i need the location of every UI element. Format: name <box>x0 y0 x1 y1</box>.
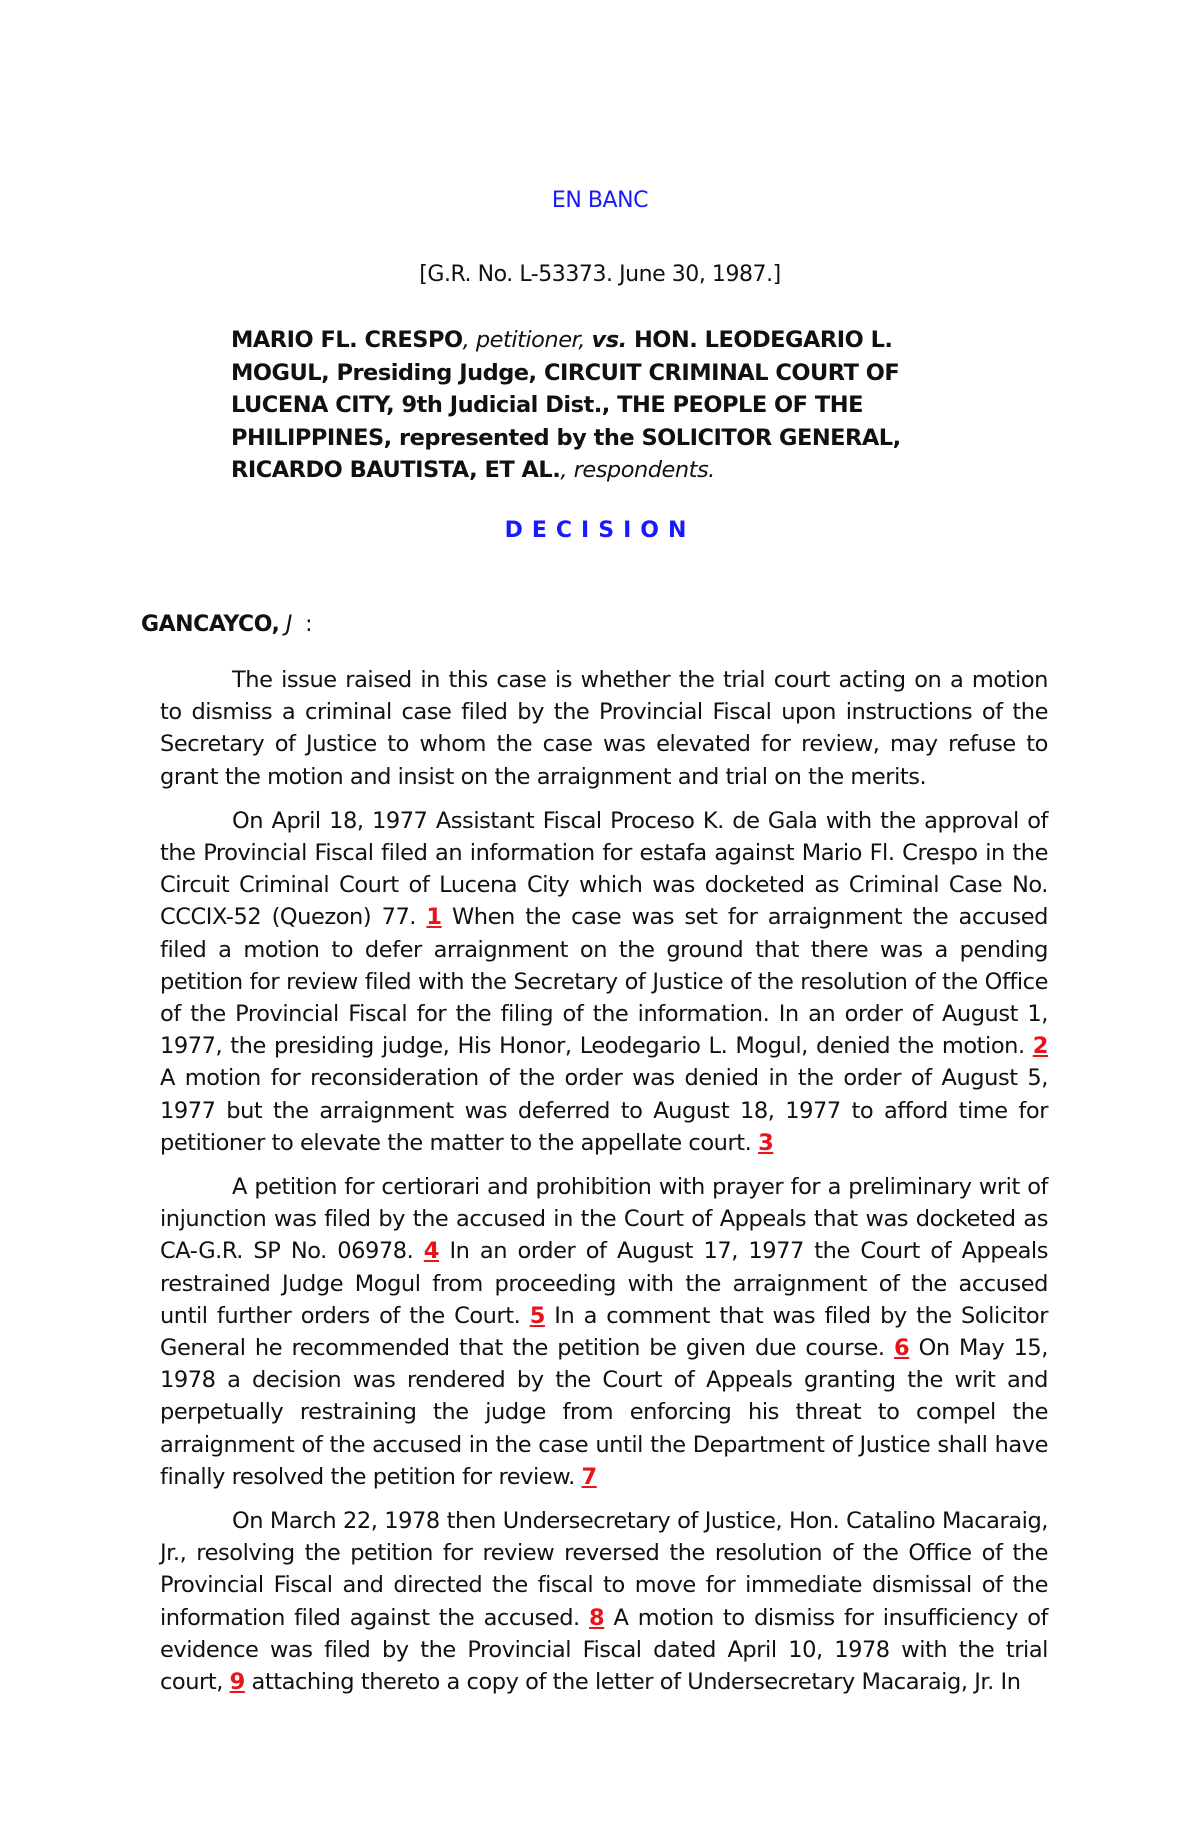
footnote-link-8[interactable]: 8 <box>589 1604 605 1631</box>
paragraph-text: A petition for certiorari and prohibition with prayer for a preliminary writ of injunction was filed by the accused in the Court of Appeals that was docketed as CA-G.R. SP No. 06978. <box>160 1174 1048 1265</box>
footnote-link-4[interactable]: 4 <box>423 1238 440 1265</box>
paragraph-text: On March 22, 1978 then Undersecretary of Justice, Hon. Catalino Macaraig, Jr., resolving the petition for review reversed the resolution of the Office of the Provincial Fiscal and directed the fiscal to move for immediate dismissal of the information filed against the accused. <box>160 1508 1048 1631</box>
paragraph-4 <box>160 1505 1048 1698</box>
paragraph-text: In a comment that was filed by the Solicitor General he recommended that the petition be given due course. <box>160 1302 1048 1362</box>
case-number: [G.R. No. L-53373. June 30, 1987.] <box>419 262 781 287</box>
versus-label: vs. <box>591 327 627 353</box>
paragraph-text: In an order of August 17, 1977 the Court of Appeals restrained Judge Mogul from proceeding with the arraignment of the accused until further orders of the Court. <box>160 1238 1048 1329</box>
paragraph-text: When the case was set for arraignment the accused filed a motion to defer arraignment on the ground that there was a pending petition for review filed with the Secretary of Justice of the resolution of the Office of the Provincial Fiscal for the filing of the information. In an order of August 1, 1977, the presiding judge, His Honor, Leodegario L. Mogul, denied the motion. <box>160 904 1048 1060</box>
footnote-link-9[interactable]: 9 <box>229 1669 245 1696</box>
footnote-link-7[interactable]: 7 <box>581 1463 597 1490</box>
paragraph-text: A motion for reconsideration of the order was denied in the order of August 5, 1977 but the arraignment was deferred to August 18, 1977 to afford time for petitioner to elevate the matter to the appellate court. <box>160 1065 1048 1156</box>
paragraph-text: On April 18, 1977 Assistant Fiscal Proceso K. de Gala with the approval of the Provincial Fiscal filed an information for estafa against Mario Fl. Crespo in the Circuit Criminal Court of Lucena City which was docketed as Criminal Case No. CCCIX-52 (Quezon) 77. <box>160 807 1048 931</box>
ponente-suffix: : <box>291 612 313 637</box>
footnote-link-1[interactable]: 1 <box>426 904 442 931</box>
decision-body <box>160 664 1048 1710</box>
paragraph-2 <box>160 805 1048 1159</box>
paragraph-text: The issue raised in this case is whether the trial court acting on a motion to dismiss a criminal case filed by the Provincial Fiscal upon instructions of the Secretary of Justice to whom the case was elevated for review, may refuse to grant the motion and insist on the arraignment and trial on the merits. <box>160 667 1048 790</box>
decision-title: DECISION <box>504 518 696 543</box>
case-caption <box>231 324 991 487</box>
footnote-link-2[interactable]: 2 <box>1032 1033 1048 1060</box>
respondents-names: HON. LEODEGARIO L. MOGUL, Presiding Judge, CIRCUIT CRIMINAL COURT OF LUCENA CITY, 9th Judicial Dist., THE PEOPLE OF THE PHILIPPINES, represented by the SOLICITOR GENERAL, RICARDO BAUTISTA, ET AL. <box>231 327 901 483</box>
ponente-name: GANCAYCO, <box>141 612 280 637</box>
paragraph-1 <box>160 664 1048 793</box>
footnote-link-3[interactable]: 3 <box>758 1129 774 1156</box>
ponente-line <box>141 612 312 637</box>
paragraph-text: On May 15, 1978 a decision was rendered by the Court of Appeals granting the writ and perpetually restraining the judge from enforcing his threat to compel the arraignment of the accused in the case until the Department of Justice shall have finally resolved the petition for review. <box>160 1335 1049 1490</box>
footnote-link-5[interactable]: 5 <box>529 1302 545 1329</box>
court-division-heading: EN BANC <box>551 188 649 213</box>
paragraph-text: A motion to dismiss for insufficiency of evidence was filed by the Provincial Fiscal dated April 10, 1978 with the trial court, <box>160 1604 1049 1696</box>
respondents-role: , respondents. <box>560 457 715 483</box>
paragraph-text: attaching thereto a copy of the letter of Undersecretary Macaraig, Jr. In <box>244 1669 1021 1696</box>
petitioner-role: , petitioner, <box>462 327 592 353</box>
footnote-link-6[interactable]: 6 <box>893 1335 910 1362</box>
ponente-title: J <box>279 612 292 637</box>
petitioner-name: MARIO FL. CRESPO <box>231 327 463 353</box>
paragraph-3 <box>160 1171 1048 1493</box>
